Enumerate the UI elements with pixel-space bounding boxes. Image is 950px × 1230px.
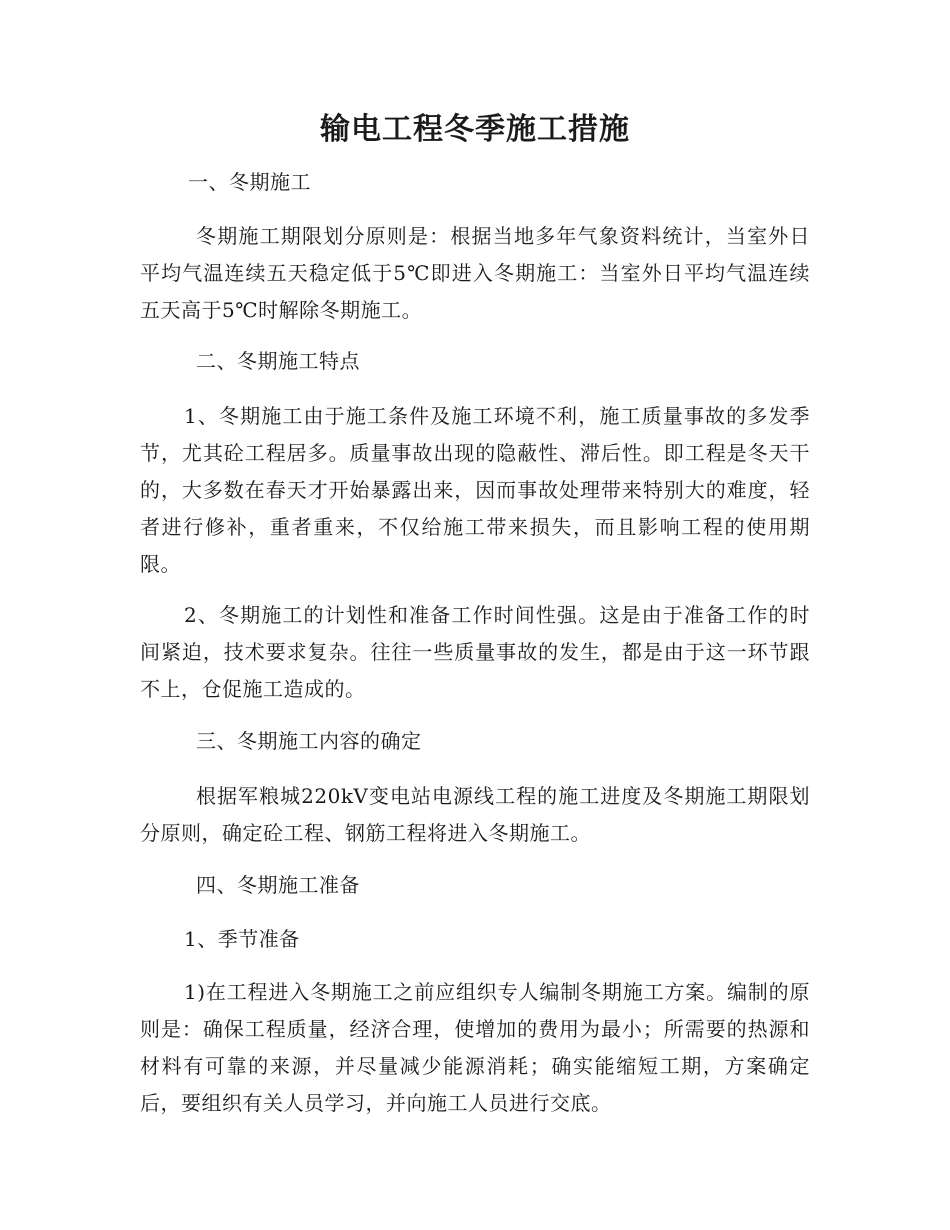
paragraph-feature-2: 2、冬期施工的计划性和准备工作时间性强。这是由于准备工作的时间紧迫，技术要求复杂。往往一些质量事故的发生，都是由于这一环节跟不上，仓促施工造成的。 (140, 603, 810, 701)
section-heading-4: 四、冬期施工准备 (196, 873, 360, 897)
section-heading-2: 二、冬期施工特点 (196, 349, 360, 373)
paragraph-feature-1: 1、冬期施工由于施工条件及施工环境不利，施工质量事故的多发季节，尤其砼工程居多。质量事故出现的隐蔽性、滞后性。即工程是冬天干的，大多数在春天才开始暴露出来，因而事故处理带来特别大的难度，轻者进行修补，重者重来，不仅给施工带来损失，而且影响工程的使用期限。 (140, 404, 810, 576)
section-heading-1: 一、冬期施工 (188, 170, 311, 194)
paragraph-content-scope: 根据军粮城220kV变电站电源线工程的施工进度及冬期施工期限划分原则，确定砼工程、钢筋工程将进入冬期施工。 (140, 784, 810, 845)
paragraph-period-principle: 冬期施工期限划分原则是：根据当地多年气象资料统计，当室外日平均气温连续五天稳定低于5℃即进入冬期施工：当室外日平均气温连续五天高于5℃时解除冬期施工。 (140, 224, 810, 322)
paragraph-season-prep: 1)在工程进入冬期施工之前应组织专人编制冬期施工方案。编制的原则是：确保工程质量，经济合理，使增加的费用为最小；所需要的热源和材料有可靠的来源，并尽量减少能源消耗；确实能缩短工期，方案确定后，要组织有关人员学习，并向施工人员进行交底。 (140, 980, 810, 1115)
subsection-heading-season: 1、季节准备 (184, 927, 300, 951)
section-heading-3: 三、冬期施工内容的确定 (196, 729, 422, 753)
document-title: 输电工程冬季施工措施 (320, 112, 630, 147)
